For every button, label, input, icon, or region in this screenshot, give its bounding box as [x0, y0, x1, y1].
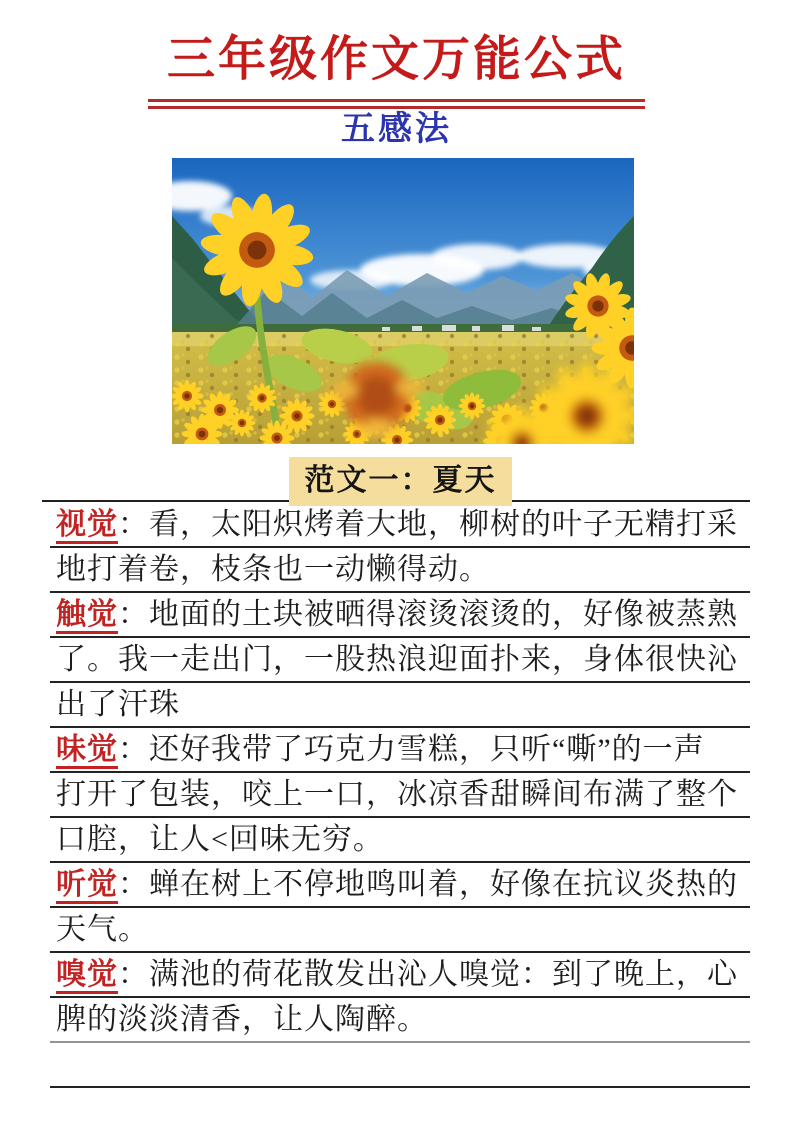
essay-line [50, 818, 750, 863]
essay-line [50, 908, 750, 953]
sample-essay-heading: 范文一：夏天 [289, 457, 512, 506]
essay-line-text: ：还好我带了巧克力雪糕，只听“嘶”的一声 [118, 733, 705, 766]
essay-line-text: 地打着卷，枝条也一动懒得动。 [56, 553, 490, 586]
page-title: 三年级作文万能公式 [166, 33, 626, 86]
essay-line [50, 683, 750, 728]
essay-line-text: ：地面的土块被晒得滚烫滚烫的，好像被蒸熟 [118, 598, 738, 631]
sunflower-field-photo [172, 158, 634, 444]
essay-line [50, 503, 750, 548]
essay-line-text: ：蝉在树上不停地鸣叫着，好像在抗议炎热的 [118, 868, 738, 901]
sense-label-hearing: 听觉 [56, 868, 118, 901]
page-subtitle: 五感法 [341, 111, 452, 148]
essay-line-text: ：看，太阳炽烤着大地，柳树的叶子无精打采 [118, 508, 738, 541]
essay-line-text: 出了汗珠 [56, 688, 180, 721]
essay-line-text: 了。我一走出门，一股热浪迎面扑来，身体很快沁 [56, 643, 738, 676]
essay-line-text: ：满池的荷花散发出沁人嗅觉：到了晚上，心 [118, 958, 738, 991]
sense-label-taste: 味觉 [56, 733, 118, 766]
essay-line [50, 548, 750, 593]
essay-line-text: 脾的淡淡清香，让人陶醉。 [56, 1003, 428, 1036]
essay-line-text: 打开了包装，咬上一口，冰凉香甜瞬间布满了整个 [56, 778, 738, 811]
ruled-line-empty [50, 1043, 750, 1088]
essay-line [50, 728, 750, 773]
sense-label-touch: 触觉 [56, 598, 118, 631]
essay-line [50, 638, 750, 683]
essay-line-text: 口腔，让人<回味无穷。 [56, 823, 384, 856]
sense-label-smell: 嗅觉 [56, 958, 118, 991]
essay-line [50, 773, 750, 818]
essay-line-text: 天气。 [56, 913, 149, 946]
sense-label-sight: 视觉 [56, 508, 118, 541]
essay-line [50, 863, 750, 908]
essay-body [50, 503, 750, 1088]
essay-line [50, 953, 750, 998]
essay-line [50, 593, 750, 638]
essay-line [50, 998, 750, 1043]
